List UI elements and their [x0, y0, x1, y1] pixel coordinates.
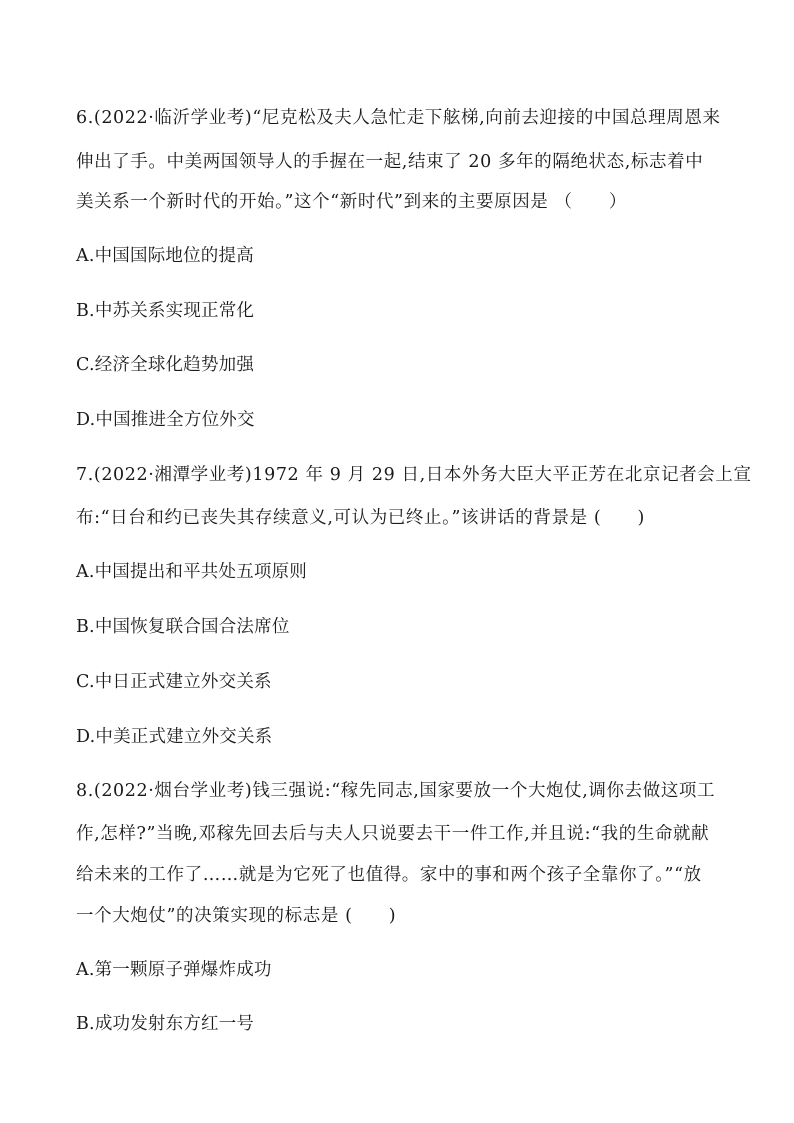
question-6-option-a: A.中国国际地位的提高 — [76, 246, 254, 266]
question-8-stem-line-4: 一个大炮仗”的决策实现的标志是 ( ) — [76, 906, 397, 926]
question-7-option-a: A.中国提出和平共处五项原则 — [76, 562, 307, 582]
question-7-stem-line-1: 7.(2022·湘潭学业考)1972 年 9 月 29 日,日本外务大臣大平正芳在北京记者会上宣 — [76, 465, 752, 485]
question-6-stem-line-1: 6.(2022·临沂学业考)“尼克松及夫人急忙走下舷梯,向前去迎接的中国总理周恩来 — [76, 108, 721, 128]
question-7-option-c: C.中日正式建立外交关系 — [76, 672, 272, 692]
question-7-option-d: D.中美正式建立外交关系 — [76, 727, 273, 747]
question-8-option-a: A.第一颗原子弹爆炸成功 — [76, 960, 272, 980]
question-8-stem-line-1: 8.(2022·烟台学业考)钱三强说:“稼先同志,国家要放一个大炮仗,调你去做这项工 — [76, 781, 716, 801]
question-8-option-b: B.成功发射东方红一号 — [76, 1014, 255, 1034]
question-6-option-b: B.中苏关系实现正常化 — [76, 301, 255, 321]
question-7-stem-line-2: 布:“日台和约已丧失其存续意义,可认为已终止。”该讲话的背景是 ( ) — [76, 508, 645, 528]
question-6-option-c: C.经济全球化趋势加强 — [76, 355, 255, 375]
question-6-stem-line-3: 美关系一个新时代的开始。”这个“新时代”到来的主要原因是 （ ） — [76, 192, 627, 212]
question-8-stem-line-3: 给未来的工作了……就是为它死了也值得。家中的事和两个孩子全靠你了。”“放 — [76, 865, 702, 885]
question-8-stem-line-2: 作,怎样?”当晚,邓稼先回去后与夫人只说要去干一件工作,并且说:“我的生命就献 — [76, 824, 710, 844]
question-6-stem-line-2: 伸出了手。中美两国领导人的手握在一起,结束了 20 多年的隔绝状态,标志着中 — [76, 152, 704, 172]
question-6-option-d: D.中国推进全方位外交 — [76, 410, 255, 430]
question-7-option-b: B.中国恢复联合国合法席位 — [76, 617, 290, 637]
